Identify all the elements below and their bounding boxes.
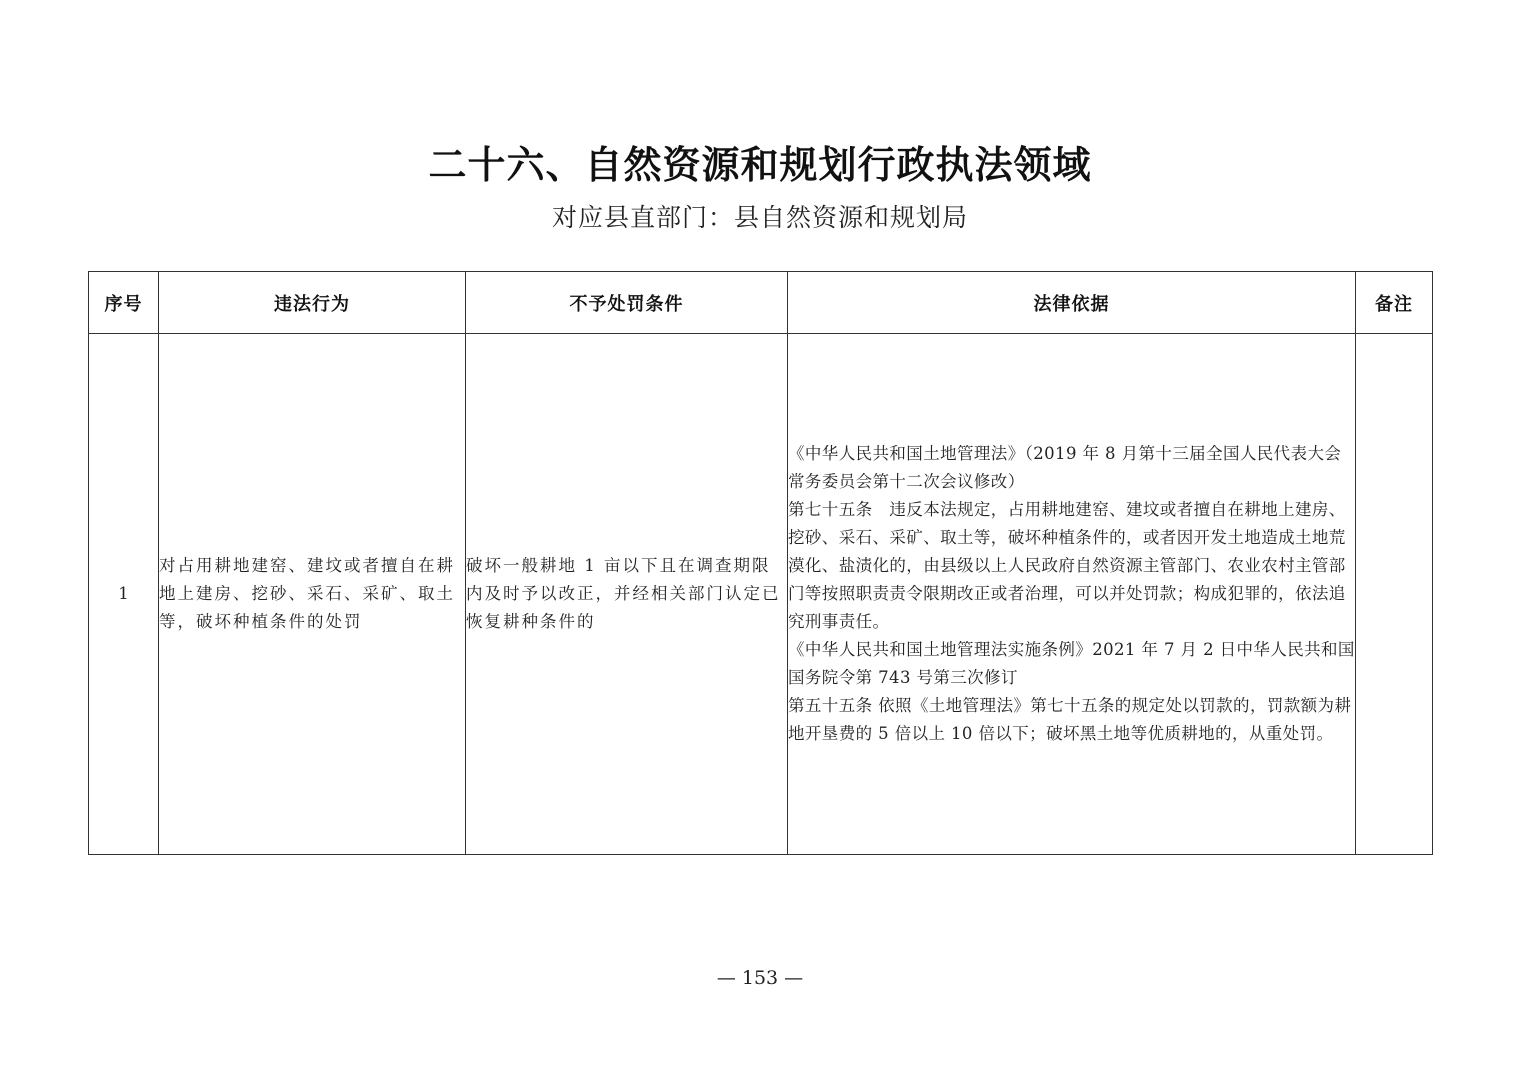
page-title: 二十六、自然资源和规划行政执法领域 xyxy=(428,143,1092,187)
page-number: — 153 — xyxy=(716,967,804,989)
page-subtitle: 对应县直部门：县自然资源和规划局 xyxy=(551,203,968,232)
header-remark: 备注 xyxy=(1356,272,1433,334)
header-basis: 法律依据 xyxy=(788,272,1356,334)
table-header-row xyxy=(89,272,1433,334)
cell-condition: 破坏一般耕地 1 亩以下且在调查期限内及时予以改正，并经相关部门认定已恢复耕种条件的 xyxy=(466,334,788,855)
basis-law-title: 《中华人民共和国土地管理法》（2019 年 8 月第十三届全国人民代表大会常务委员会第十二次会议修改） xyxy=(788,444,1342,491)
penalty-table xyxy=(88,271,1433,855)
cell-remark xyxy=(1356,334,1433,855)
header-act: 违法行为 xyxy=(159,272,466,334)
header-condition: 不予处罚条件 xyxy=(466,272,788,334)
basis-article-75: 第七十五条 违反本法规定，占用耕地建窑、建坟或者擅自在耕地上建房、挖砂、采石、采矿、取土等，破坏种植条件的，或者因开发土地造成土地荒漠化、盐渍化的，由县级以上人民政府自然资源主管部门、农业农村主管部门等按照职责责令限期改正或者治理，可以并处罚款；构成犯罪的，依法追究刑事责任。 xyxy=(788,500,1346,631)
cell-act: 对占用耕地建窑、建坟或者擅自在耕地上建房、挖砂、采石、采矿、取土等，破坏种植条件的处罚 xyxy=(159,334,466,855)
cell-basis xyxy=(788,334,1356,855)
basis-article-55: 第五十五条 依照《土地管理法》第七十五条的规定处以罚款的，罚款额为耕地开垦费的 5 倍以上 10 倍以下；破坏黑土地等优质耕地的，从重处罚。 xyxy=(788,696,1352,743)
basis-regulation-title: 《中华人民共和国土地管理法实施条例》2021 年 7 月 2 日中华人民共和国国务院令第 743 号第三次修订 xyxy=(788,640,1355,687)
table-row xyxy=(89,334,1433,855)
cell-no: 1 xyxy=(89,334,159,855)
header-no: 序号 xyxy=(89,272,159,334)
